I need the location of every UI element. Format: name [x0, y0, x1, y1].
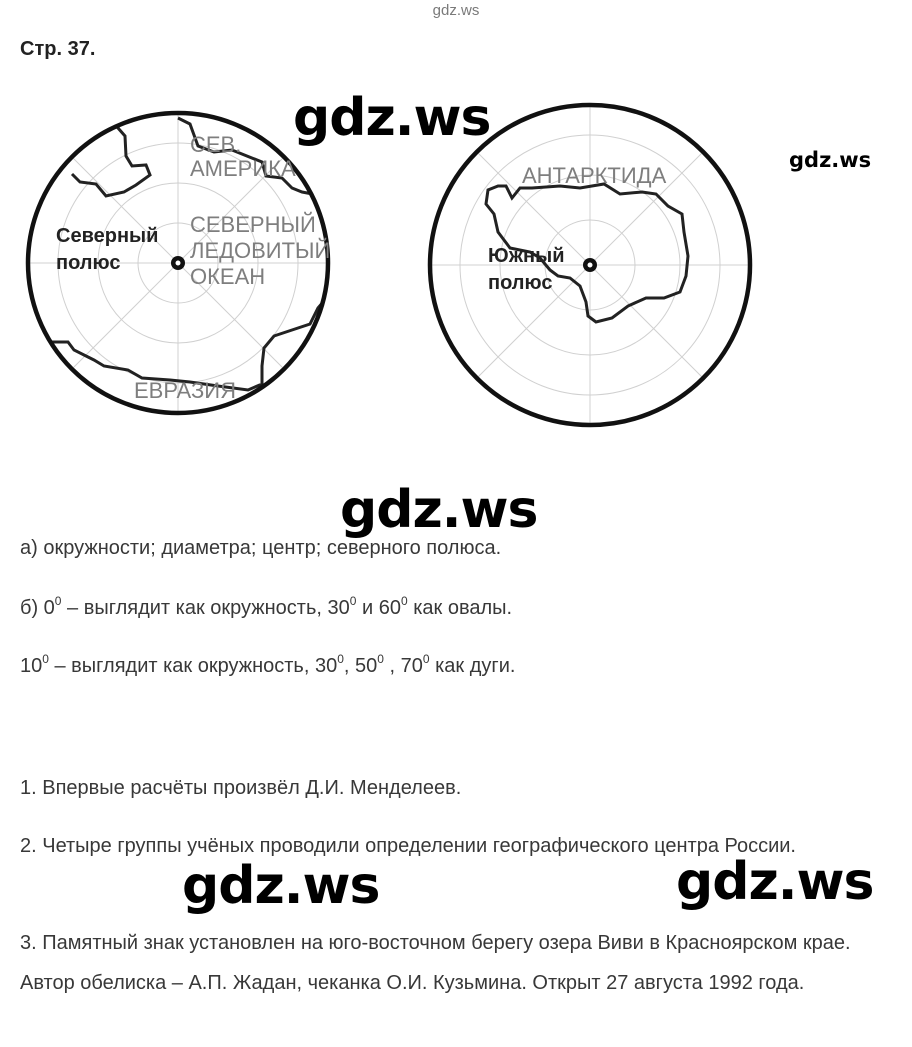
polar-maps-figure [0, 80, 912, 440]
north-polar-map [28, 113, 338, 413]
map-label-continent: АМЕРИКА [190, 156, 296, 181]
watermark-top: gdz.ws [432, 2, 480, 19]
item-1: 1. Впервые расчёты произвёл Д.И. Менделеев. [20, 777, 462, 799]
coastline [50, 280, 338, 390]
watermark: gdz.ws [182, 856, 380, 916]
map-label-continent: АНТАРКТИДА [522, 163, 667, 188]
item-2: 2. Четыре группы учёных проводили определении географического центра России. [20, 835, 796, 857]
watermark: gdz.ws [293, 88, 491, 148]
map-label-ocean: ОКЕАН [190, 264, 266, 289]
answer-c: $10^0$ – выглядит как окружность, $30^0$, $50^0$ , $70^0$ как дуги. [20, 652, 516, 677]
map-label-pole: полюс [488, 272, 553, 294]
south-polar-map [430, 105, 750, 425]
answer-b: б) $0^0$ – выглядит как окружность, $30^0$ и $60^0$ как овалы. [20, 594, 513, 619]
item-3: 3. Памятный знак установлен на юго-восточном берегу озера Виви в Красноярском крае. Автор обелиска – А.П. Жадан, чеканка О.И. Кузьмина. Открыт 27 августа 1992 года. [20, 932, 851, 994]
page-title: Стр. 37. [20, 38, 96, 60]
answer-a: а) окружности; диаметра; центр; северного полюса. [20, 537, 502, 559]
watermark: gdz.ws [340, 480, 538, 540]
map-label-pole: Северный [56, 225, 159, 247]
map-label-ocean: ЛЕДОВИТЫЙ [190, 238, 331, 263]
watermark: gdz.ws [789, 148, 872, 172]
map-label-pole: полюс [56, 252, 121, 274]
watermark: gdz.ws [676, 852, 874, 912]
map-label-continent: ЕВРАЗИЯ [134, 378, 236, 403]
map-label-ocean: СЕВЕРНЫЙ [190, 212, 316, 237]
map-label-continent: СЕВ. [190, 132, 242, 157]
map-label-pole: Южный [488, 245, 565, 267]
